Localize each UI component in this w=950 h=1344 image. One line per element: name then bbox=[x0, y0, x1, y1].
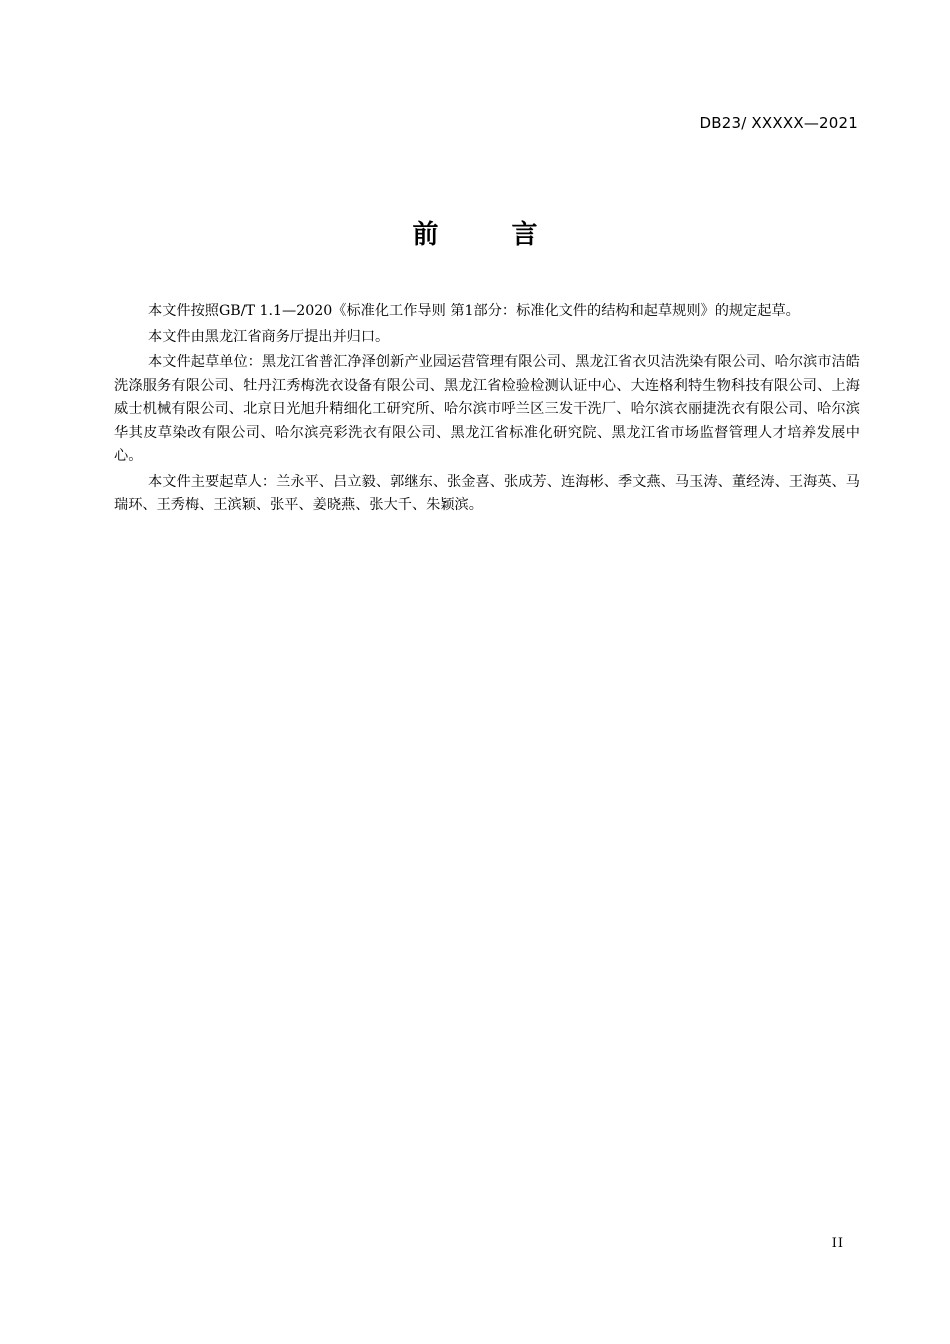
page-title: 前 言 bbox=[412, 220, 570, 250]
paragraph-drafting-rules: 本文件按照GB/T 1.1—2020《标准化工作导则 第1部分：标准化文件的结构和起草规则》的规定起草。 bbox=[148, 303, 800, 319]
paragraph-main-drafters: 本文件主要起草人：兰永平、吕立毅、郭继东、张金喜、张成芳、连海彬、季文燕、马玉涛、董经涛、王海英、马瑞环、王秀梅、王滨颖、张平、姜晓燕、张大千、朱颖滨。 bbox=[114, 473, 860, 513]
document-code: DB23/ XXXXX—2021 bbox=[699, 114, 858, 132]
paragraph-proposer: 本文件由黑龙江省商务厅提出并归口。 bbox=[148, 328, 390, 345]
paragraph-drafting-units: 本文件起草单位：黑龙江省普汇净泽创新产业园运营管理有限公司、黑龙江省衣贝洁洗染有限公司、哈尔滨市洁皓洗涤服务有限公司、牡丹江秀梅洗衣设备有限公司、黑龙江省检验检测认证中心、大连格利特生物科技有限公司、上海威士机械有限公司、北京日光旭升精细化工研究所、哈尔滨市呼兰区三发干洗厂、哈尔滨衣丽捷洗衣有限公司、哈尔滨华其皮草染改有限公司、哈尔滨亮彩洗衣有限公司、黑龙江省标准化研究院、黑龙江省市场监督管理人才培养发展中心。 bbox=[114, 354, 860, 464]
page-number: II bbox=[831, 1236, 844, 1251]
preface-body bbox=[114, 300, 860, 520]
